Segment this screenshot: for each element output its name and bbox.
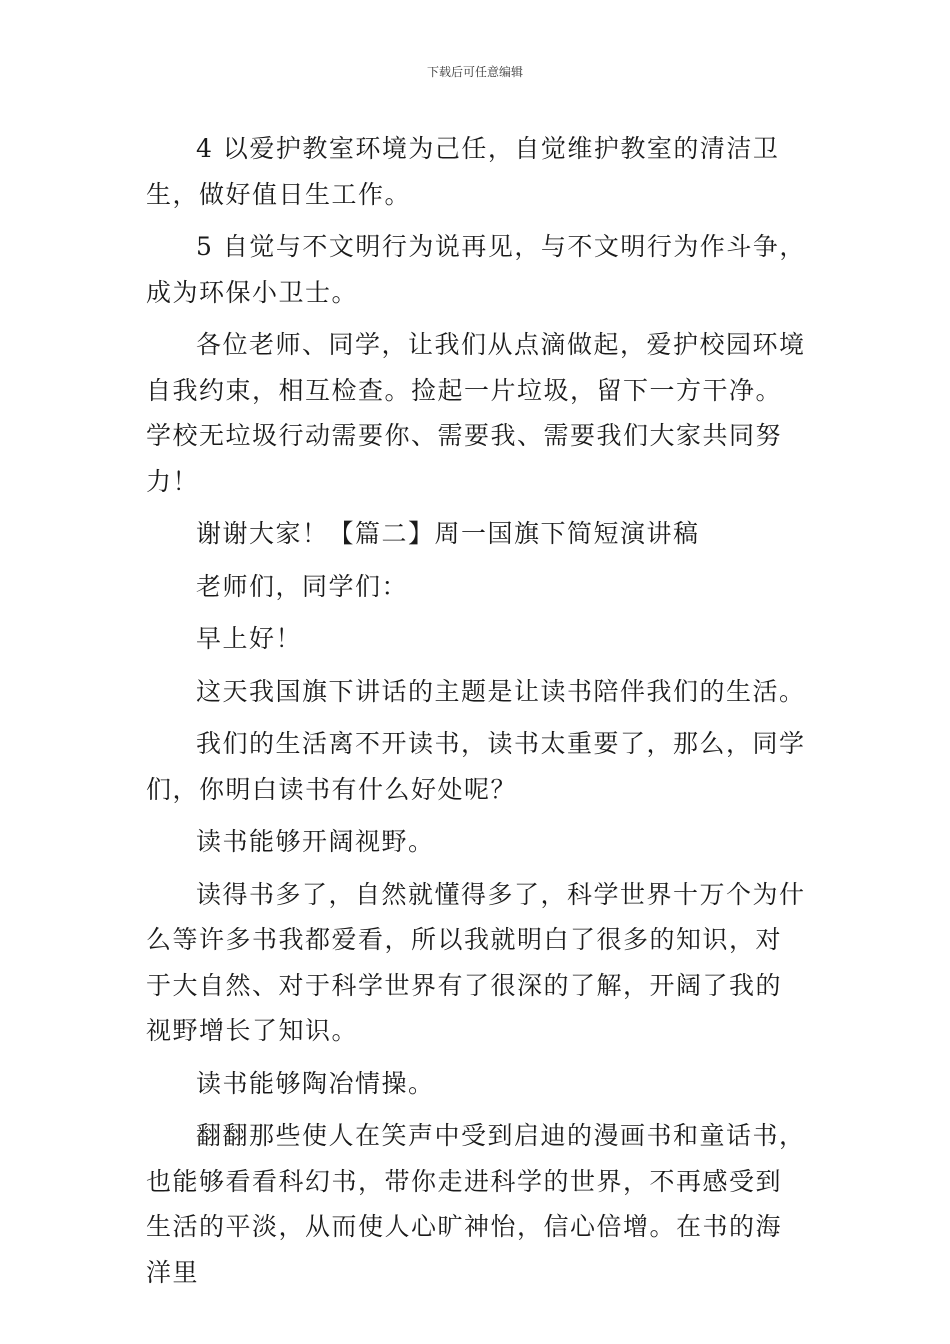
- paragraph-greeting: 早上好！: [196, 624, 303, 653]
- paragraph-appeal: 各位老师、同学，让我们从点滴做起，爱护校园环境自我约束，相互检查。捡起一片垃圾，留下一方干净。学校无垃圾行动需要你、需要我、需要我们大家共同努力！: [146, 330, 806, 496]
- page-header-note: 下载后可任意编辑: [426, 65, 523, 79]
- paragraph-question: 我们的生活离不开读书，读书太重要了，那么，同学们，你明白读书有什么好处呢？: [146, 729, 806, 804]
- document-body: [146, 126, 806, 1302]
- paragraph-item-5: 5 自觉与不文明行为说再见，与不文明行为作斗争，成为环保小卫士。: [146, 232, 806, 307]
- paragraph-thanks-section-title: 谢谢大家！【篇二】周一国旗下简短演讲稿: [196, 519, 700, 548]
- paragraph-vision-detail: 读得书多了，自然就懂得多了，科学世界十万个为什么等许多书我都爱看，所以我就明白了很多的知识，对于大自然、对于科学世界有了很深的了解，开阔了我的视野增长了知识。: [146, 879, 806, 1045]
- paragraph-sentiment-detail: 翻翻那些使人在笑声中受到启迪的漫画书和童话书，也能够看看科幻书，带你走进科学的世界，不再感受到生活的平淡，从而使人心旷神怡，信心倍增。在书的海洋里: [146, 1121, 806, 1287]
- paragraph-point-vision: 读书能够开阔视野。: [196, 827, 435, 856]
- paragraph-salutation: 老师们，同学们：: [196, 571, 409, 601]
- paragraph-topic: 这天我国旗下讲话的主题是让读书陪伴我们的生活。: [196, 676, 806, 706]
- paragraph-item-4: 4 以爱护教室环境为己任，自觉维护教室的清洁卫生，做好值日生工作。: [146, 134, 780, 209]
- paragraph-point-sentiment: 读书能够陶冶情操。: [196, 1068, 435, 1098]
